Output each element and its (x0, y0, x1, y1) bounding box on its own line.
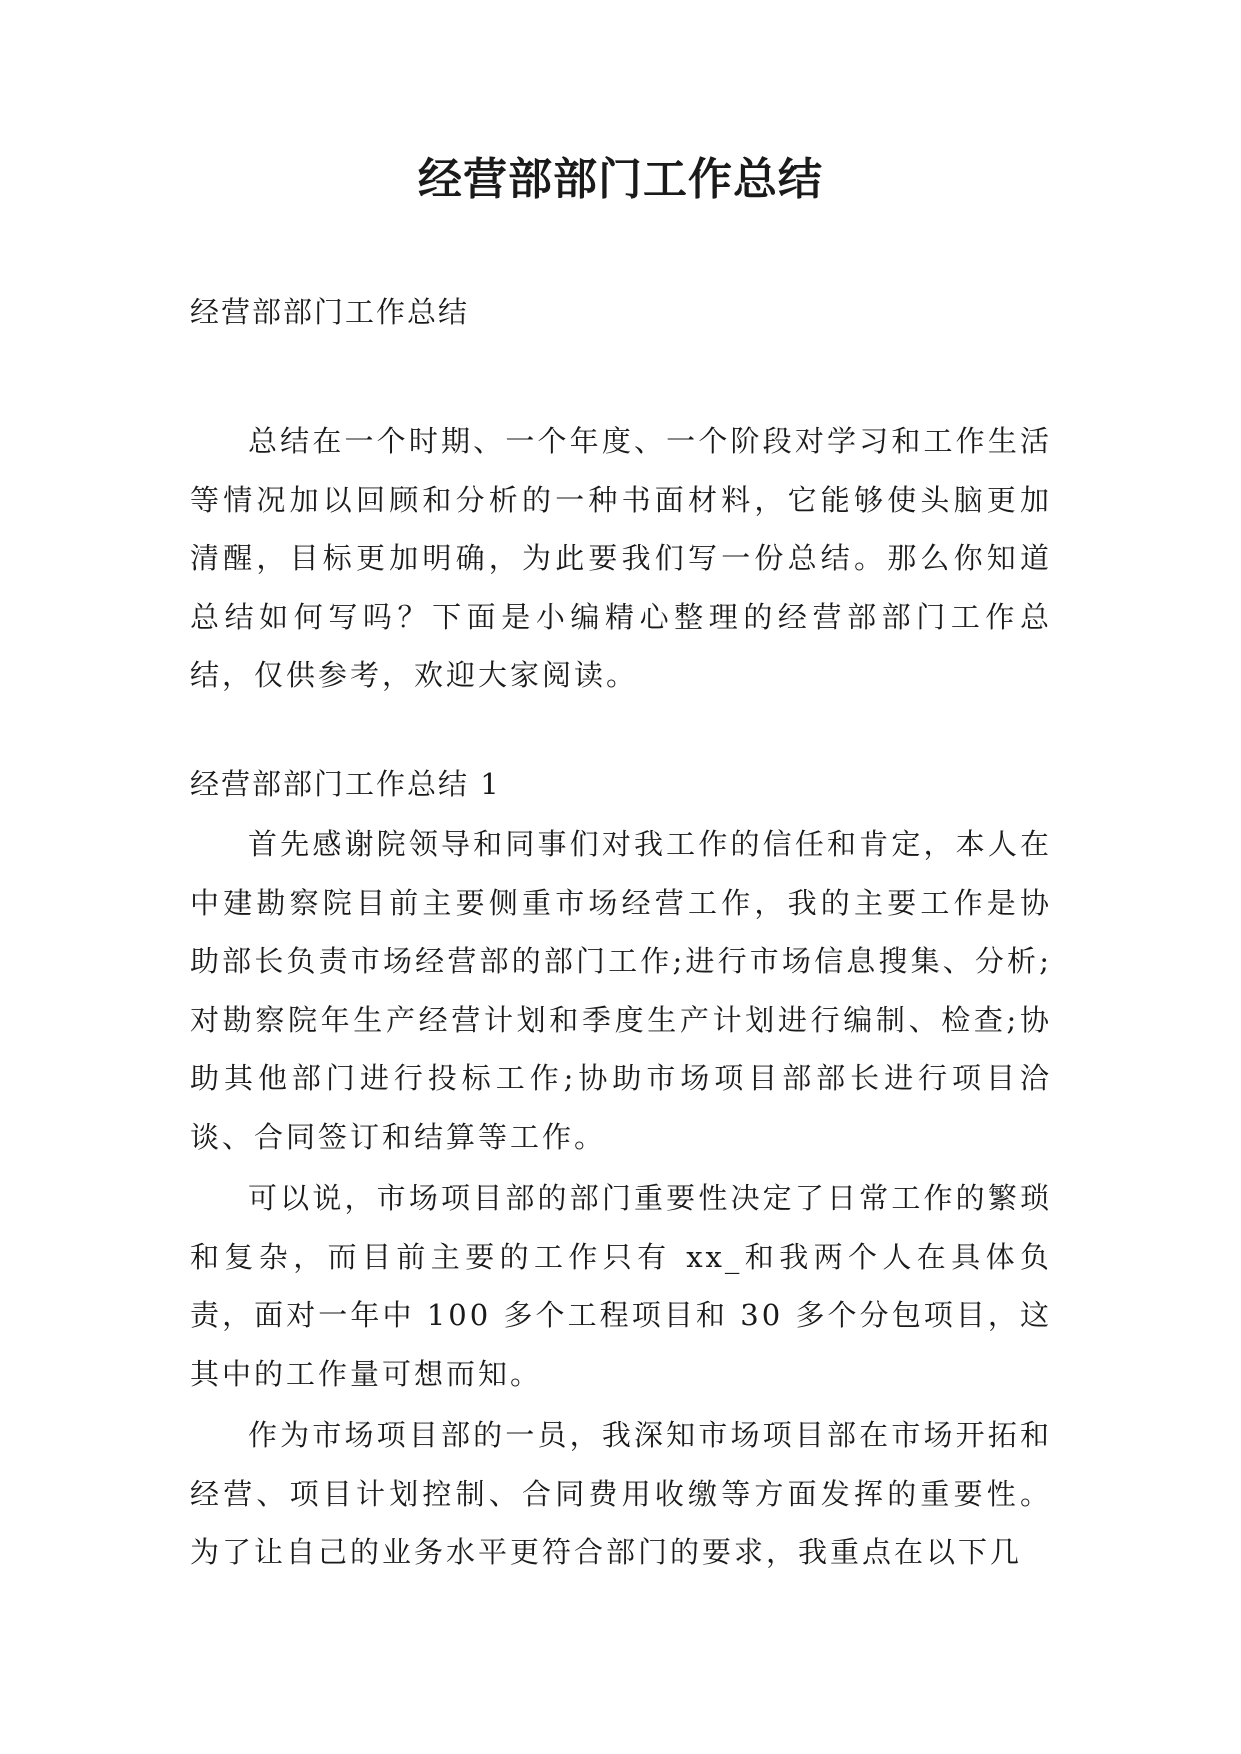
intro-paragraph: 总结在一个时期、一个年度、一个阶段对学习和工作生活等情况加以回顾和分析的一种书面材料，它能够使头脑更加清醒，目标更加明确，为此要我们写一份总结。那么你知道总结如何写吗？下面是小编精心整理的经营部部门工作总结，仅供参考，欢迎大家阅读。 (190, 424, 1052, 692)
body-paragraph: 作为市场项目部的一员，我深知市场项目部在市场开拓和经营、项目计划控制、合同费用收缴等方面发挥的重要性。为了让自己的业务水平更符合部门的要求，我重点在以下几 (190, 1418, 1052, 1569)
document-title: 经营部部门工作总结 (418, 154, 823, 205)
body-paragraph: 可以说，市场项目部的部门重要性决定了日常工作的繁琐和复杂，而目前主要的工作只有 xx_和我两个人在具体负责，面对一年中 100 多个工程项目和 30 多个分包项目，这其中的工作量可想而知。 (190, 1181, 1052, 1391)
document-subtitle: 经营部部门工作总结 (190, 295, 470, 329)
section-heading: 经营部部门工作总结 1 (190, 767, 501, 801)
body-paragraph: 首先感谢院领导和同事们对我工作的信任和肯定，本人在中建勘察院目前主要侧重市场经营工作，我的主要工作是协助部长负责市场经营部的部门工作;进行市场信息搜集、分析;对勘察院年生产经营计划和季度生产计划进行编制、检查;协助其他部门进行投标工作;协助市场项目部部长进行项目洽谈、合同签订和结算等工作。 (190, 827, 1052, 1154)
